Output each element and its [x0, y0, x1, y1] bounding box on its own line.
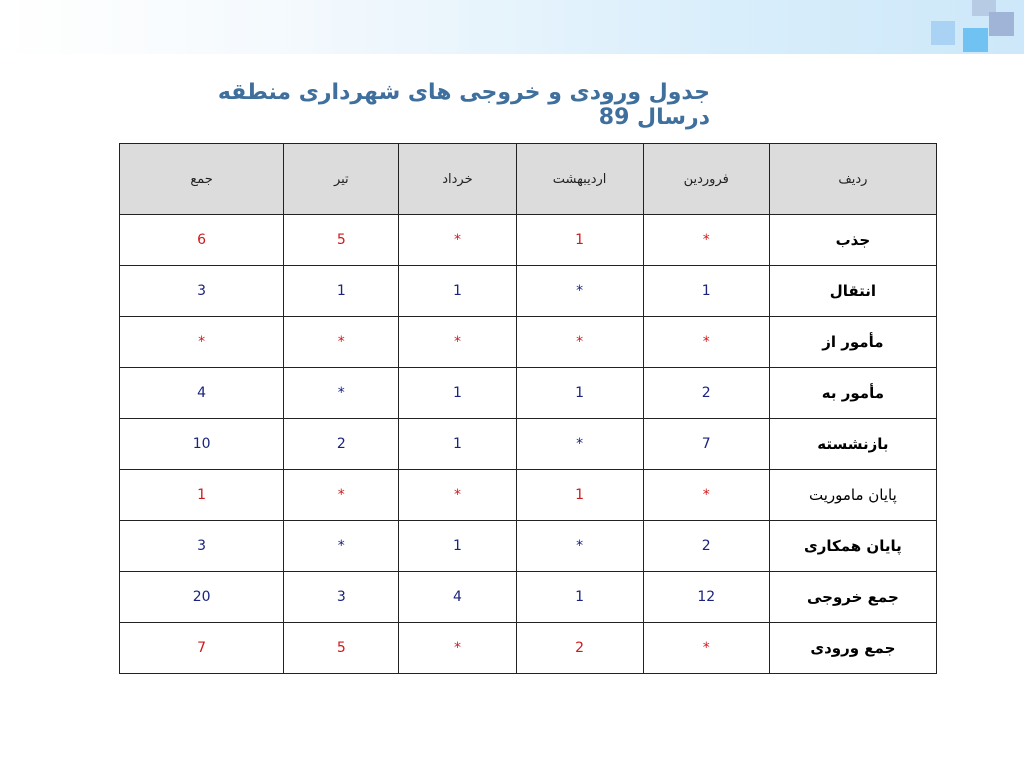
cell-value: 4	[120, 368, 284, 419]
cell-value: *	[399, 215, 516, 266]
cell-value: *	[643, 623, 769, 674]
cell-value: *	[284, 317, 399, 368]
cell-value: 12	[643, 572, 769, 623]
row-label: انتقال	[769, 266, 936, 317]
row-label: مأمور از	[769, 317, 936, 368]
cell-value: 3	[120, 521, 284, 572]
cell-value: *	[399, 317, 516, 368]
data-table	[119, 143, 937, 674]
cell-value: *	[643, 215, 769, 266]
row-label: مأمور به	[769, 368, 936, 419]
cell-value: *	[399, 623, 516, 674]
cell-value: 3	[120, 266, 284, 317]
cell-value: 7	[120, 623, 284, 674]
cell-value: 2	[516, 623, 643, 674]
cell-value: *	[643, 317, 769, 368]
cell-value: 6	[120, 215, 284, 266]
top-gradient-band	[0, 0, 1024, 54]
cell-value: 1	[399, 521, 516, 572]
table-row	[120, 419, 937, 470]
table-row	[120, 215, 937, 266]
cell-value: *	[120, 317, 284, 368]
cell-value: *	[516, 521, 643, 572]
cell-value: *	[284, 521, 399, 572]
row-label: جمع خروجی	[769, 572, 936, 623]
cell-value: *	[399, 470, 516, 521]
header-farvardin: فروردین	[643, 144, 769, 215]
cell-value: 1	[516, 215, 643, 266]
cell-value: 1	[516, 470, 643, 521]
table-row	[120, 470, 937, 521]
cell-value: 2	[643, 368, 769, 419]
header-radif: ردیف	[769, 144, 936, 215]
header-total: جمع	[120, 144, 284, 215]
row-label: جذب	[769, 215, 936, 266]
cell-value: 5	[284, 623, 399, 674]
header-ordibehesht: اردیبهشت	[516, 144, 643, 215]
cell-value: *	[284, 368, 399, 419]
cell-value: 2	[284, 419, 399, 470]
cell-value: *	[516, 266, 643, 317]
cell-value: 1	[284, 266, 399, 317]
cell-value: *	[284, 470, 399, 521]
table-row	[120, 623, 937, 674]
cell-value: 1	[120, 470, 284, 521]
cell-value: 1	[399, 266, 516, 317]
slide-title: جدول ورودی و خروجی های شهرداری منطقه درسال 89	[217, 80, 710, 130]
table-row	[120, 368, 937, 419]
row-label: پایان همکاری	[769, 521, 936, 572]
header-tir: تیر	[284, 144, 399, 215]
table-row	[120, 266, 937, 317]
cell-value: *	[516, 317, 643, 368]
cell-value: 4	[399, 572, 516, 623]
cell-value: 1	[643, 266, 769, 317]
table-row	[120, 317, 937, 368]
cell-value: 3	[284, 572, 399, 623]
cell-value: 2	[643, 521, 769, 572]
cell-value: *	[643, 470, 769, 521]
cell-value: 7	[643, 419, 769, 470]
row-label: پایان ماموریت	[769, 470, 936, 521]
table-row	[120, 521, 937, 572]
cell-value: 1	[516, 572, 643, 623]
cell-value: *	[516, 419, 643, 470]
decorative-square	[989, 12, 1014, 36]
table-row	[120, 572, 937, 623]
cell-value: 1	[399, 368, 516, 419]
cell-value: 10	[120, 419, 284, 470]
row-label: بازنشسته	[769, 419, 936, 470]
cell-value: 5	[284, 215, 399, 266]
decorative-square	[963, 28, 988, 52]
header-khordad: خرداد	[399, 144, 516, 215]
decorative-square	[931, 21, 955, 45]
cell-value: 1	[516, 368, 643, 419]
cell-value: 1	[399, 419, 516, 470]
row-label: جمع ورودی	[769, 623, 936, 674]
cell-value: 20	[120, 572, 284, 623]
table-header-row	[120, 144, 937, 215]
